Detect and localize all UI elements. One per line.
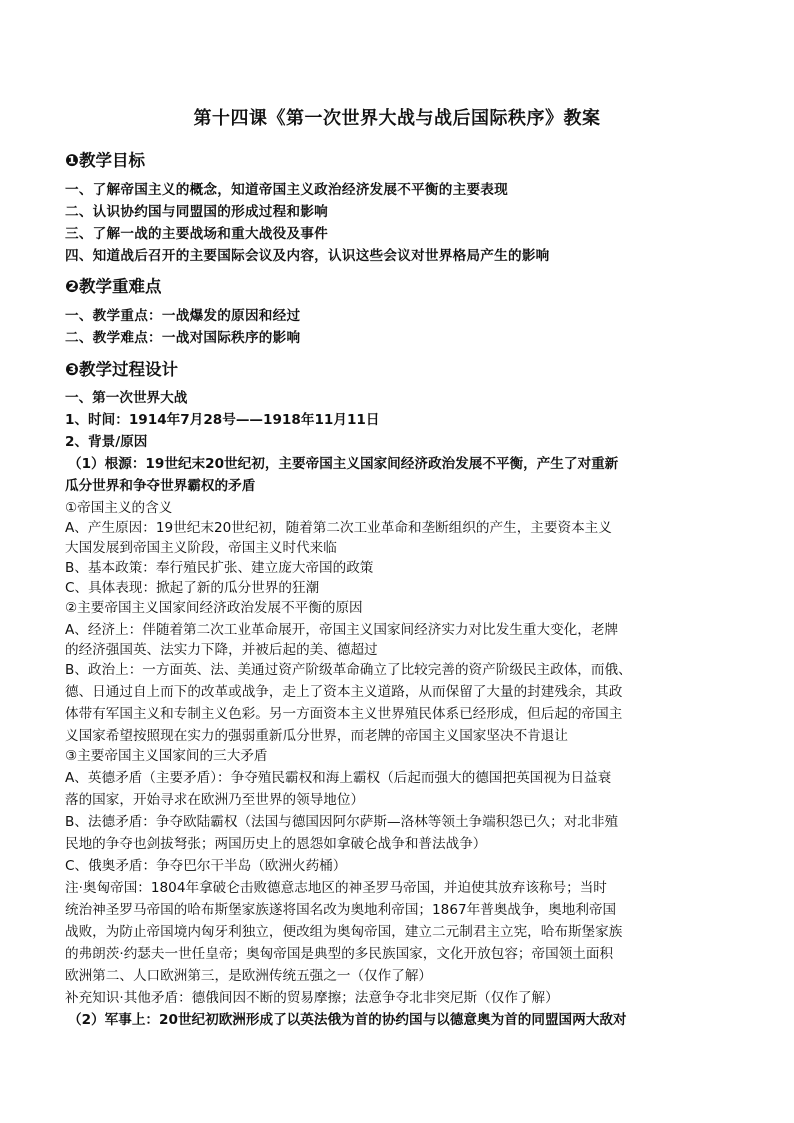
process-line: 统治神圣罗马帝国的哈布斯堡家族遂将国名改为奥地利帝国；1867年普奥战争，奥地利帝国 [65,902,617,918]
process-line: ②主要帝国主义国家间经济政治发展不平衡的原因 [65,600,363,616]
objective-item: 四、知道战后召开的主要国际会议及内容，认识这些会议对世界格局产生的影响 [65,248,550,264]
process-line: 的经济强国英、法实力下降，并被后起的美、德超过 [65,642,378,658]
process-line: ③主要帝国主义国家间的三大矛盾 [65,748,268,764]
process-line: 瓜分世界和争夺世界霸权的矛盾 [65,478,256,494]
process-line: 的弗朗茨·约瑟夫一世任皇帝；奥匈帝国是典型的多民族国家，文化开放包容；帝国领土面积 [65,946,614,962]
process-line: 体带有军国主义和专制主义色彩。另一方面资本主义世界殖民体系已经形成，但后起的帝国主 [65,706,623,722]
process-line: 注·奥匈帝国：1804年拿破仑击败德意志地区的神圣罗马帝国，并迫使其放弃该称号；当时 [65,880,607,896]
objective-item: 二、认识协约国与同盟国的形成过程和影响 [65,204,329,220]
process-line: C、具体表现：掀起了新的瓜分世界的狂潮 [65,580,320,596]
key-point-item: 二、教学难点：一战对国际秩序的影响 [65,330,301,346]
section-heading-process: ❸教学过程设计 [65,360,178,379]
process-line: 大国发展到帝国主义阶段，帝国主义时代来临 [65,540,337,556]
process-line: 落的国家，开始寻求在欧洲乃至世界的领导地位） [65,792,365,808]
process-line: ①帝国主义的含义 [65,500,173,516]
process-line: 战败，为防止帝国境内匈牙利独立，便改组为奥匈帝国，建立二元制君主立宪，哈布斯堡家族 [65,924,623,940]
page-title: 第十四课《第一次世界大战与战后国际秩序》教案 [193,108,601,129]
process-line: 2、背景/原因 [65,434,148,450]
process-line: 欧洲第二、人口欧洲第三，是欧洲传统五强之一（仅作了解） [65,968,433,984]
objective-item: 一、了解帝国主义的概念，知道帝国主义政治经济发展不平衡的主要表现 [65,182,508,198]
process-line: C、俄奥矛盾：争夺巴尔干半岛（欧洲火药桶） [65,858,347,874]
objective-item: 三、了解一战的主要战场和重大战役及事件 [65,226,329,242]
process-line: 德、日通过自上而下的改革或战争，走上了资本主义道路，从而保留了大量的封建残余，其政 [65,684,623,700]
process-line: A、英德矛盾（主要矛盾）：争夺殖民霸权和海上霸权（后起而强大的德国把英国视为日益衰 [65,770,612,786]
process-line: 一、第一次世界大战 [65,390,188,406]
process-line: 1、时间：1914年7月28号——1918年11月11日 [65,412,380,428]
process-line: （1）根源：19世纪末20世纪初，主要帝国主义国家间经济政治发展不平衡，产生了对重新 [68,456,619,472]
process-line: 义国家希望按照现在实力的强弱重新瓜分世界，而老牌的帝国主义国家坚决不肯退让 [65,728,568,744]
process-line: 补充知识·其他矛盾：德俄间因不断的贸易摩擦；法意争夺北非突尼斯（仅作了解） [65,990,559,1006]
process-line: B、基本政策：奉行殖民扩张、建立庞大帝国的政策 [65,560,374,576]
key-point-item: 一、教学重点：一战爆发的原因和经过 [65,308,301,324]
section-heading-key-points: ❷教学重难点 [65,277,162,296]
process-line: 民地的争夺也剑拔弩张；两国历史上的恩怨如拿破仑战争和普法战争） [65,836,487,852]
process-line: （2）军事上：20世纪初欧洲形成了以英法俄为首的协约国与以德意奥为首的同盟国两大敌对 [68,1012,627,1028]
process-line: B、法德矛盾：争夺欧陆霸权（法国与德国因阿尔萨斯—洛林等领土争端积怨已久；对北非殖 [65,814,619,830]
process-line: A、经济上：伴随着第二次工业革命展开，帝国主义国家间经济实力对比发生重大变化，老牌 [65,622,619,638]
process-line: B、政治上：一方面英、法、美通过资产阶级革命确立了比较完善的资产阶级民主政体，而俄、 [65,662,632,678]
process-line: A、产生原因：19世纪末20世纪初，随着第二次工业革命和垄断组织的产生，主要资本主义 [65,520,612,536]
section-heading-objectives: ❶教学目标 [65,151,145,170]
